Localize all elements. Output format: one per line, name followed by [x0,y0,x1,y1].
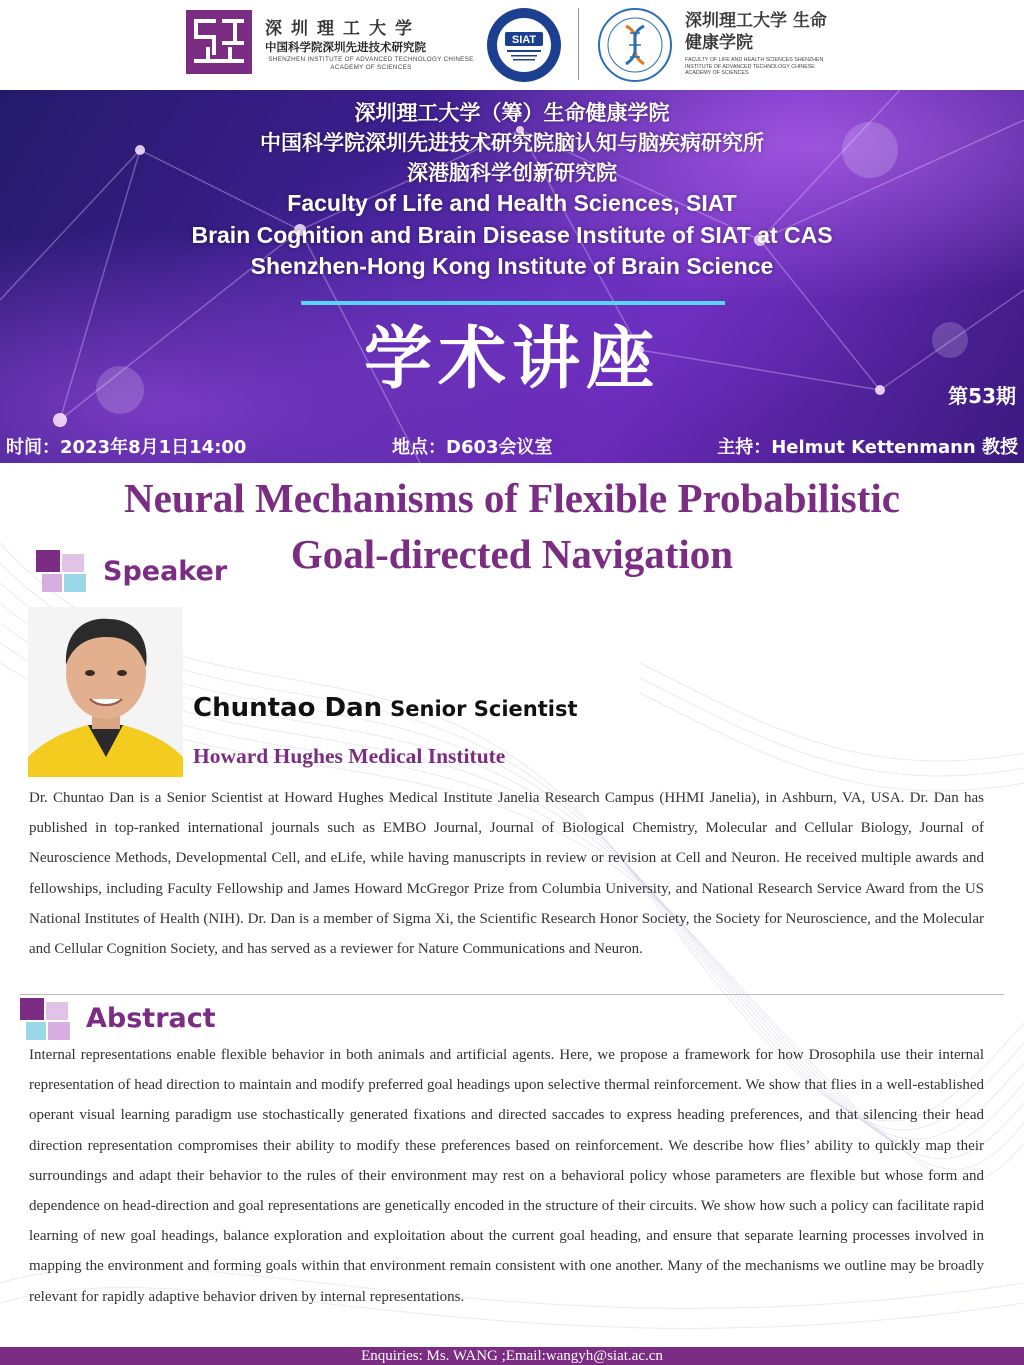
speaker-squares-icon [36,550,88,594]
faculty-seal-icon [596,6,674,84]
logo-divider [578,8,579,80]
section-separator [20,994,1004,995]
faculty-name-en: FACULTY OF LIFE AND HEALTH SCIENCES SHENZHEN INSTITUTE OF ADVANCED TECHNOLOGY CHINESE ACADEMY OF SCIENCES [685,57,824,77]
banner [0,90,1024,463]
svg-text:SIAT: SIAT [511,34,537,46]
speaker-section-label: Speaker [103,556,228,587]
issue-number: 第53期 [948,384,1016,408]
speaker-organization: Howard Hughes Medical Institute [193,744,506,768]
footer-enquiries: Enquiries: Ms. WANG ;Email:wangyh@siat.ac.cn [0,1347,1024,1365]
talk-title-line-1: Neural Mechanisms of Flexible Probabilistic [124,475,900,521]
speaker-position: Senior Scientist [390,697,578,721]
university-name-cn: 深圳理工大学 [265,19,421,39]
cyan-divider [301,301,725,305]
organizer-cn-2: 中国科学院深圳先进技术研究院脑认知与脑疾病研究所 [260,131,764,155]
faculty-name-cn: 深圳理工大学 生命健康学院 [685,11,827,53]
organizer-en-3: Shenzhen-Hong Kong Institute of Brain Science [250,253,774,279]
organizer-cn-1: 深圳理工大学（筹）生命健康学院 [354,101,670,125]
siat-seal-icon [485,6,563,84]
organizer-en-1: Faculty of Life and Health Sciences, SIAT [287,190,737,216]
speaker-photo [28,607,183,777]
event-info-row [0,433,1024,459]
speaker-portrait-icon [28,607,183,777]
speaker-name-line [193,693,578,723]
event-location: 地点：D603会议室 [392,437,553,458]
organizer-en-2: Brain Cognition and Brain Disease Institute of SIAT at CAS [191,221,833,248]
speaker-name: Chuntao Dan [193,693,383,723]
abstract-text: Internal representations enable flexible behavior in both animals and artificial agents. Here, we propose a framework for how Drosophila use their internal representation of head direction to maintain and modify preferred goal headings upon selective thermal reinforcement. We show that flies in a well-established operant visual learning paradigm use stochastically generated fixations and directed saccades to express heading preferences, and that silencing their head direction representation compromises their ability to modify these preferences based on reinforcement. We describe how flies’ ability to quickly map their surroundings and adapt their behavior to the rules of their environment may rest on a behavioral policy whose parameters are flexible but whose form and dependence on head-direction and goal representations are genetically encoded in the structure of their circuits. We show how such a policy can facilitate rapid learning of new goal headings, balance exploration and exploitation about the current goal heading, and ensure that separate learning processes involved in mapping the environment and forming goals within that environment remain consistent with one another. Many of the mechanisms we outline may be broadly relevant for rapidly adaptive behavior driven by internal representations. [29,1047,984,1305]
event-time: 时间：2023年8月1日14:00 [6,437,247,458]
event-host: 主持：Helmut Kettenmann 教授 [717,437,1018,458]
logo-bar [0,0,1024,90]
speaker-bio: Dr. Chuntao Dan is a Senior Scientist at Howard Hughes Medical Institute Janelia Research Campus (HHMI Janelia), in Ashburn, VA, USA. Dr. Dan has published in top-ranked international journals such as EMBO Journal, Journal of Biological Chemistry, Molecular and Cellular Biology, Journal of Neuroscience Methods, Developmental Cell, and eLife, while having manuscripts in review or revision at Cell and Neuron. He received multiple awards and fellowships, including Faculty Fellowship and James Howard McGregor Prize from Columbia University, and National Research Service Award from the US National Institutes of Health (NIH). Dr. Dan is a member of Sigma Xi, the Scientific Research Honor Society, the Society for Neuroscience, and the Molecular and Cellular Cognition Society, and has served as a reviewer for Nature Communications and Neuron. [29,790,984,958]
lecture-title: 学术讲座 [363,320,660,399]
organizer-cn-3: 深港脑科学创新研究院 [407,161,617,185]
sziit-logo-icon [186,10,252,74]
abstract-section-label: Abstract [86,1003,216,1034]
talk-title-line-2: Goal-directed Navigation [290,531,734,577]
institute-name-en: SHENZHEN INSTITUTE OF ADVANCED TECHNOLOGY CHINESE ACADEMY OF SCIENCES [268,56,474,71]
institute-name-cn: 中国科学院深圳先进技术研究院 [265,40,426,54]
organizer-block [0,98,1024,283]
abstract-squares-icon [20,998,72,1042]
